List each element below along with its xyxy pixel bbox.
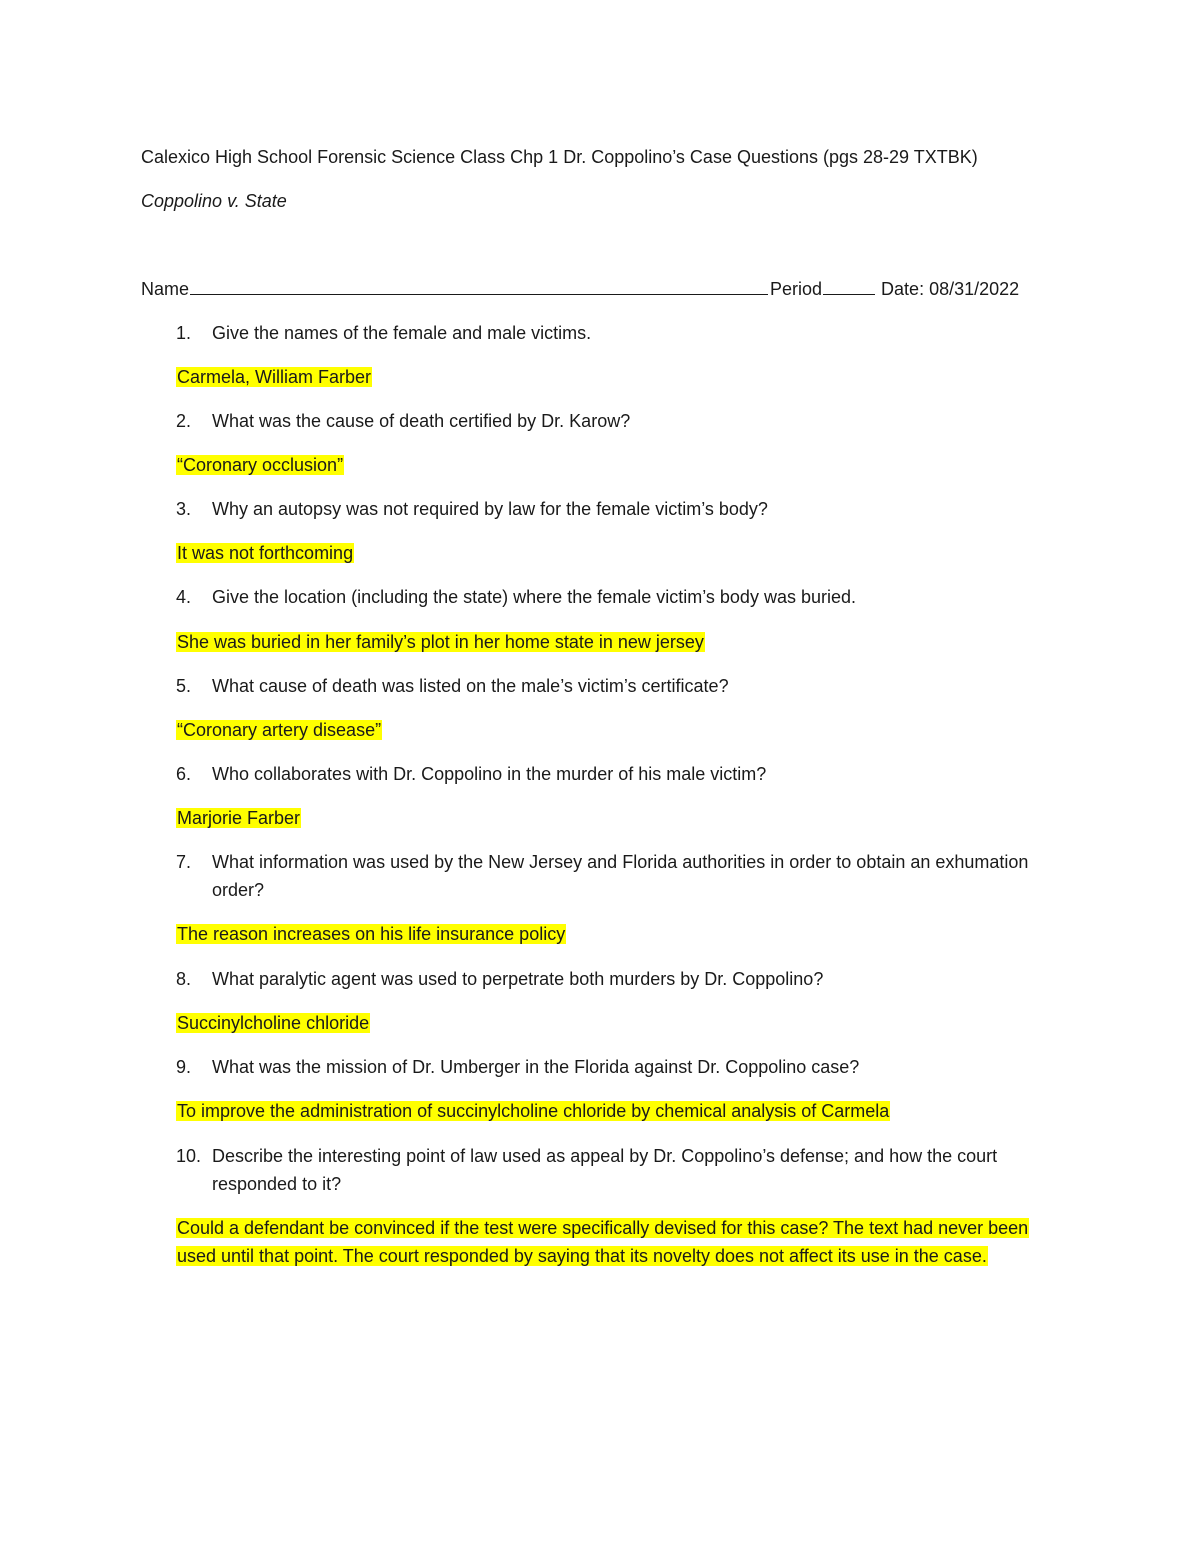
question-7 xyxy=(176,848,1036,904)
question-text: What information was used by the New Jersey and Florida authorities in order to obtain an exhumation order? xyxy=(212,852,1029,900)
question-number: 6. xyxy=(176,764,192,784)
question-10 xyxy=(176,1142,1036,1198)
question-text: What was the mission of Dr. Umberger in the Florida against Dr. Coppolino case? xyxy=(212,1057,860,1077)
answer-text: “Coronary occlusion” xyxy=(177,455,344,475)
question-number: 4. xyxy=(176,587,192,607)
question-text: What was the cause of death certified by Dr. Karow? xyxy=(212,411,631,431)
question-8 xyxy=(176,965,1036,993)
question-number: 8. xyxy=(176,969,192,989)
question-text: Give the names of the female and male victims. xyxy=(212,323,592,343)
question-number: 3. xyxy=(176,499,192,519)
answer-3 xyxy=(176,539,1066,567)
date-label: Date: 08/31/2022 xyxy=(881,279,1020,299)
question-1 xyxy=(176,319,1036,347)
answer-text: To improve the administration of succinylcholine chloride by chemical analysis of Carmela xyxy=(177,1101,890,1121)
question-number: 1. xyxy=(176,323,192,343)
answer-2 xyxy=(176,451,1066,479)
answer-text: Could a defendant be convinced if the test were specifically devised for this case? The text had never been used until that point. The court responded by saying that its novelty does not affect its use in the case. xyxy=(177,1218,1029,1266)
answer-text: It was not forthcoming xyxy=(177,543,354,563)
answer-9 xyxy=(176,1097,1066,1125)
answer-4 xyxy=(176,628,1066,656)
name-blank xyxy=(190,276,768,295)
answer-text: Succinylcholine chloride xyxy=(177,1013,370,1033)
question-6 xyxy=(176,760,1036,788)
answer-text: Carmela, William Farber xyxy=(177,367,372,387)
question-2 xyxy=(176,407,1036,435)
student-info-line xyxy=(141,276,1051,302)
answer-text: Marjorie Farber xyxy=(177,808,301,828)
question-text: Who collaborates with Dr. Coppolino in the murder of his male victim? xyxy=(212,764,767,784)
question-4 xyxy=(176,583,1036,611)
question-5 xyxy=(176,672,1036,700)
document-subtitle: Coppolino v. State xyxy=(141,191,287,211)
name-label: Name xyxy=(141,279,190,299)
question-number: 5. xyxy=(176,676,192,696)
period-label: Period xyxy=(770,279,823,299)
answer-7 xyxy=(176,920,1066,948)
answer-6 xyxy=(176,804,1066,832)
question-text: Describe the interesting point of law used as appeal by Dr. Coppolino’s defense; and how the court responded to it? xyxy=(212,1146,998,1194)
answer-8 xyxy=(176,1009,1066,1037)
question-number: 9. xyxy=(176,1057,192,1077)
answer-1 xyxy=(176,363,1066,391)
document-title: Calexico High School Forensic Science Class Chp 1 Dr. Coppolino’s Case Questions (pgs 28-29 TXTBK) xyxy=(141,147,978,167)
period-blank xyxy=(823,276,875,295)
answer-text: She was buried in her family’s plot in her home state in new jersey xyxy=(177,632,704,652)
question-text: What paralytic agent was used to perpetrate both murders by Dr. Coppolino? xyxy=(212,969,824,989)
question-9 xyxy=(176,1053,1036,1081)
question-number: 10. xyxy=(176,1146,202,1166)
question-text: Why an autopsy was not required by law for the female victim’s body? xyxy=(212,499,768,519)
answer-5 xyxy=(176,716,1066,744)
answer-10 xyxy=(176,1214,1066,1270)
answer-text: “Coronary artery disease” xyxy=(177,720,382,740)
question-text: What cause of death was listed on the male’s victim’s certificate? xyxy=(212,676,729,696)
question-number: 2. xyxy=(176,411,192,431)
answer-text: The reason increases on his life insurance policy xyxy=(177,924,566,944)
question-3 xyxy=(176,495,1036,523)
question-number: 7. xyxy=(176,852,192,872)
question-text: Give the location (including the state) where the female victim’s body was buried. xyxy=(212,587,856,607)
